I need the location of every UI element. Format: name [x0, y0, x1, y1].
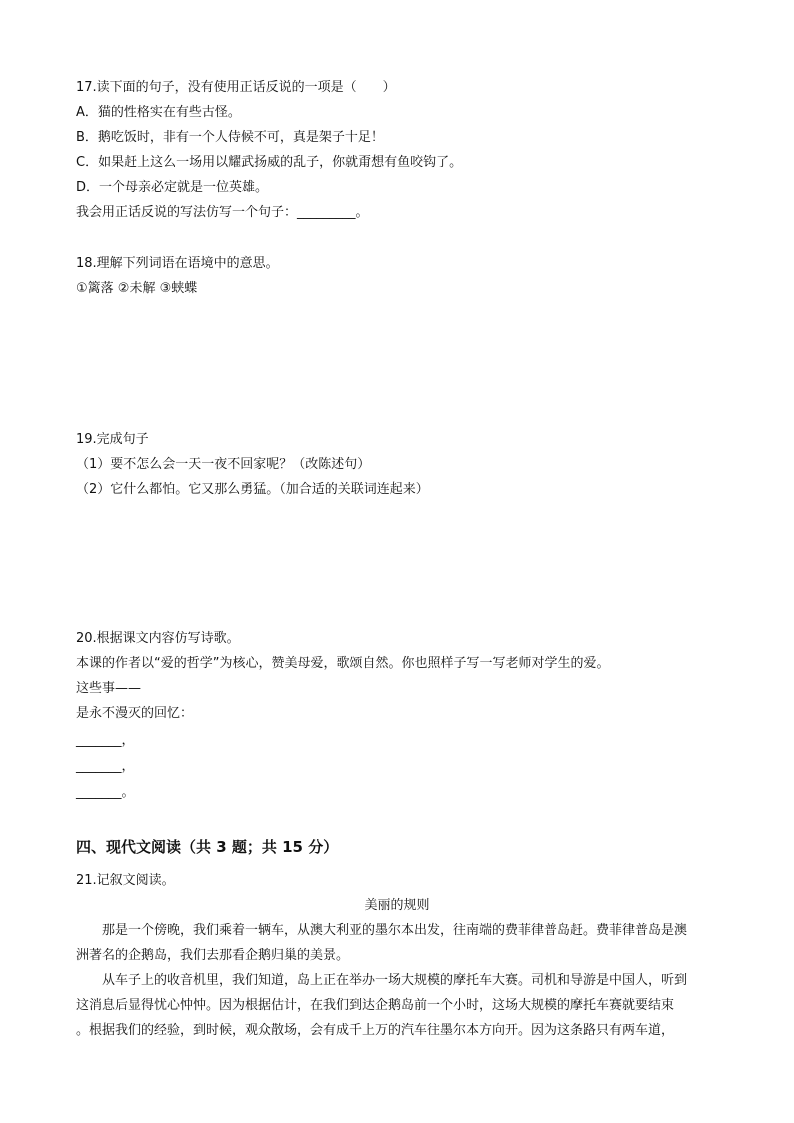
passage-line: 从车子上的收音机里，我们知道，岛上正在举办一场大规模的摩托车大赛。司机和导游是中国人，听到: [102, 973, 688, 988]
q17-option-c: C．如果赶上这么一场用以耀武扬威的乱子，你就甭想有鱼咬钩了。: [76, 155, 463, 170]
q19-item-2: （2）它什么都怕。它又那么勇猛。（加合适的关联词连起来）: [76, 482, 429, 497]
q19-item-1: （1）要不怎么会一天一夜不回家呢？（改陈述句）: [76, 457, 371, 472]
q20-line-2: 是永不漫灭的回忆：: [76, 706, 194, 721]
passage-line: 。根据我们的经验，到时候，观众散场，会有成千上万的汽车往墨尔本方向开。因为这条路只有两车道，: [76, 1023, 675, 1038]
q18-stem: 18.理解下列词语在语境中的意思。: [76, 256, 279, 271]
q20-line-1: 这些事——: [76, 681, 142, 696]
q18-words: ①篱落 ②未解 ③蛱蝶: [76, 281, 198, 296]
q20-stem: 20.根据课文内容仿写诗歌。: [76, 631, 240, 646]
q21-stem: 21.记叙文阅读。: [76, 873, 175, 888]
q17-option-b: B．鹅吃饭时，非有一个人侍候不可，真是架子十足！: [76, 130, 384, 145]
passage-line: 那是一个傍晚，我们乘着一辆车，从澳大利亚的墨尔本出发，往南端的费菲律普岛赶。费菲律普岛是澳: [102, 923, 688, 938]
q17-stem: 17.读下面的句子，没有使用正话反说的一项是（ ）: [76, 80, 396, 95]
q17-option-a: A．猫的性格实在有些古怪。: [76, 105, 241, 120]
passage-title: 美丽的规则: [364, 898, 430, 913]
q20-blank-2: _______，: [76, 759, 135, 774]
q19-stem: 19.完成句子: [76, 432, 149, 447]
q20-blank-1: _______，: [76, 733, 135, 748]
section-4-title: 四、现代文阅读（共 3 题；共 15 分）: [76, 838, 339, 856]
q20-blank-3: _______。: [76, 785, 135, 800]
q17-option-d: D．一个母亲必定就是一位英雄。: [76, 180, 269, 195]
q17-imitate: 我会用正话反说的写法仿写一个句子：_________。: [76, 205, 369, 220]
passage-line: 洲著名的企鹅岛，我们去那看企鹅归巢的美景。: [76, 948, 350, 963]
q20-desc: 本课的作者以“爱的哲学”为核心，赞美母爱，歌颂自然。你也照样子写一写老师对学生的爱。: [76, 656, 610, 671]
passage-line: 这消息后显得忧心忡忡。因为根据估计，在我们到达企鹅岛前一个小时，这场大规模的摩托车赛就要结束: [76, 998, 675, 1013]
